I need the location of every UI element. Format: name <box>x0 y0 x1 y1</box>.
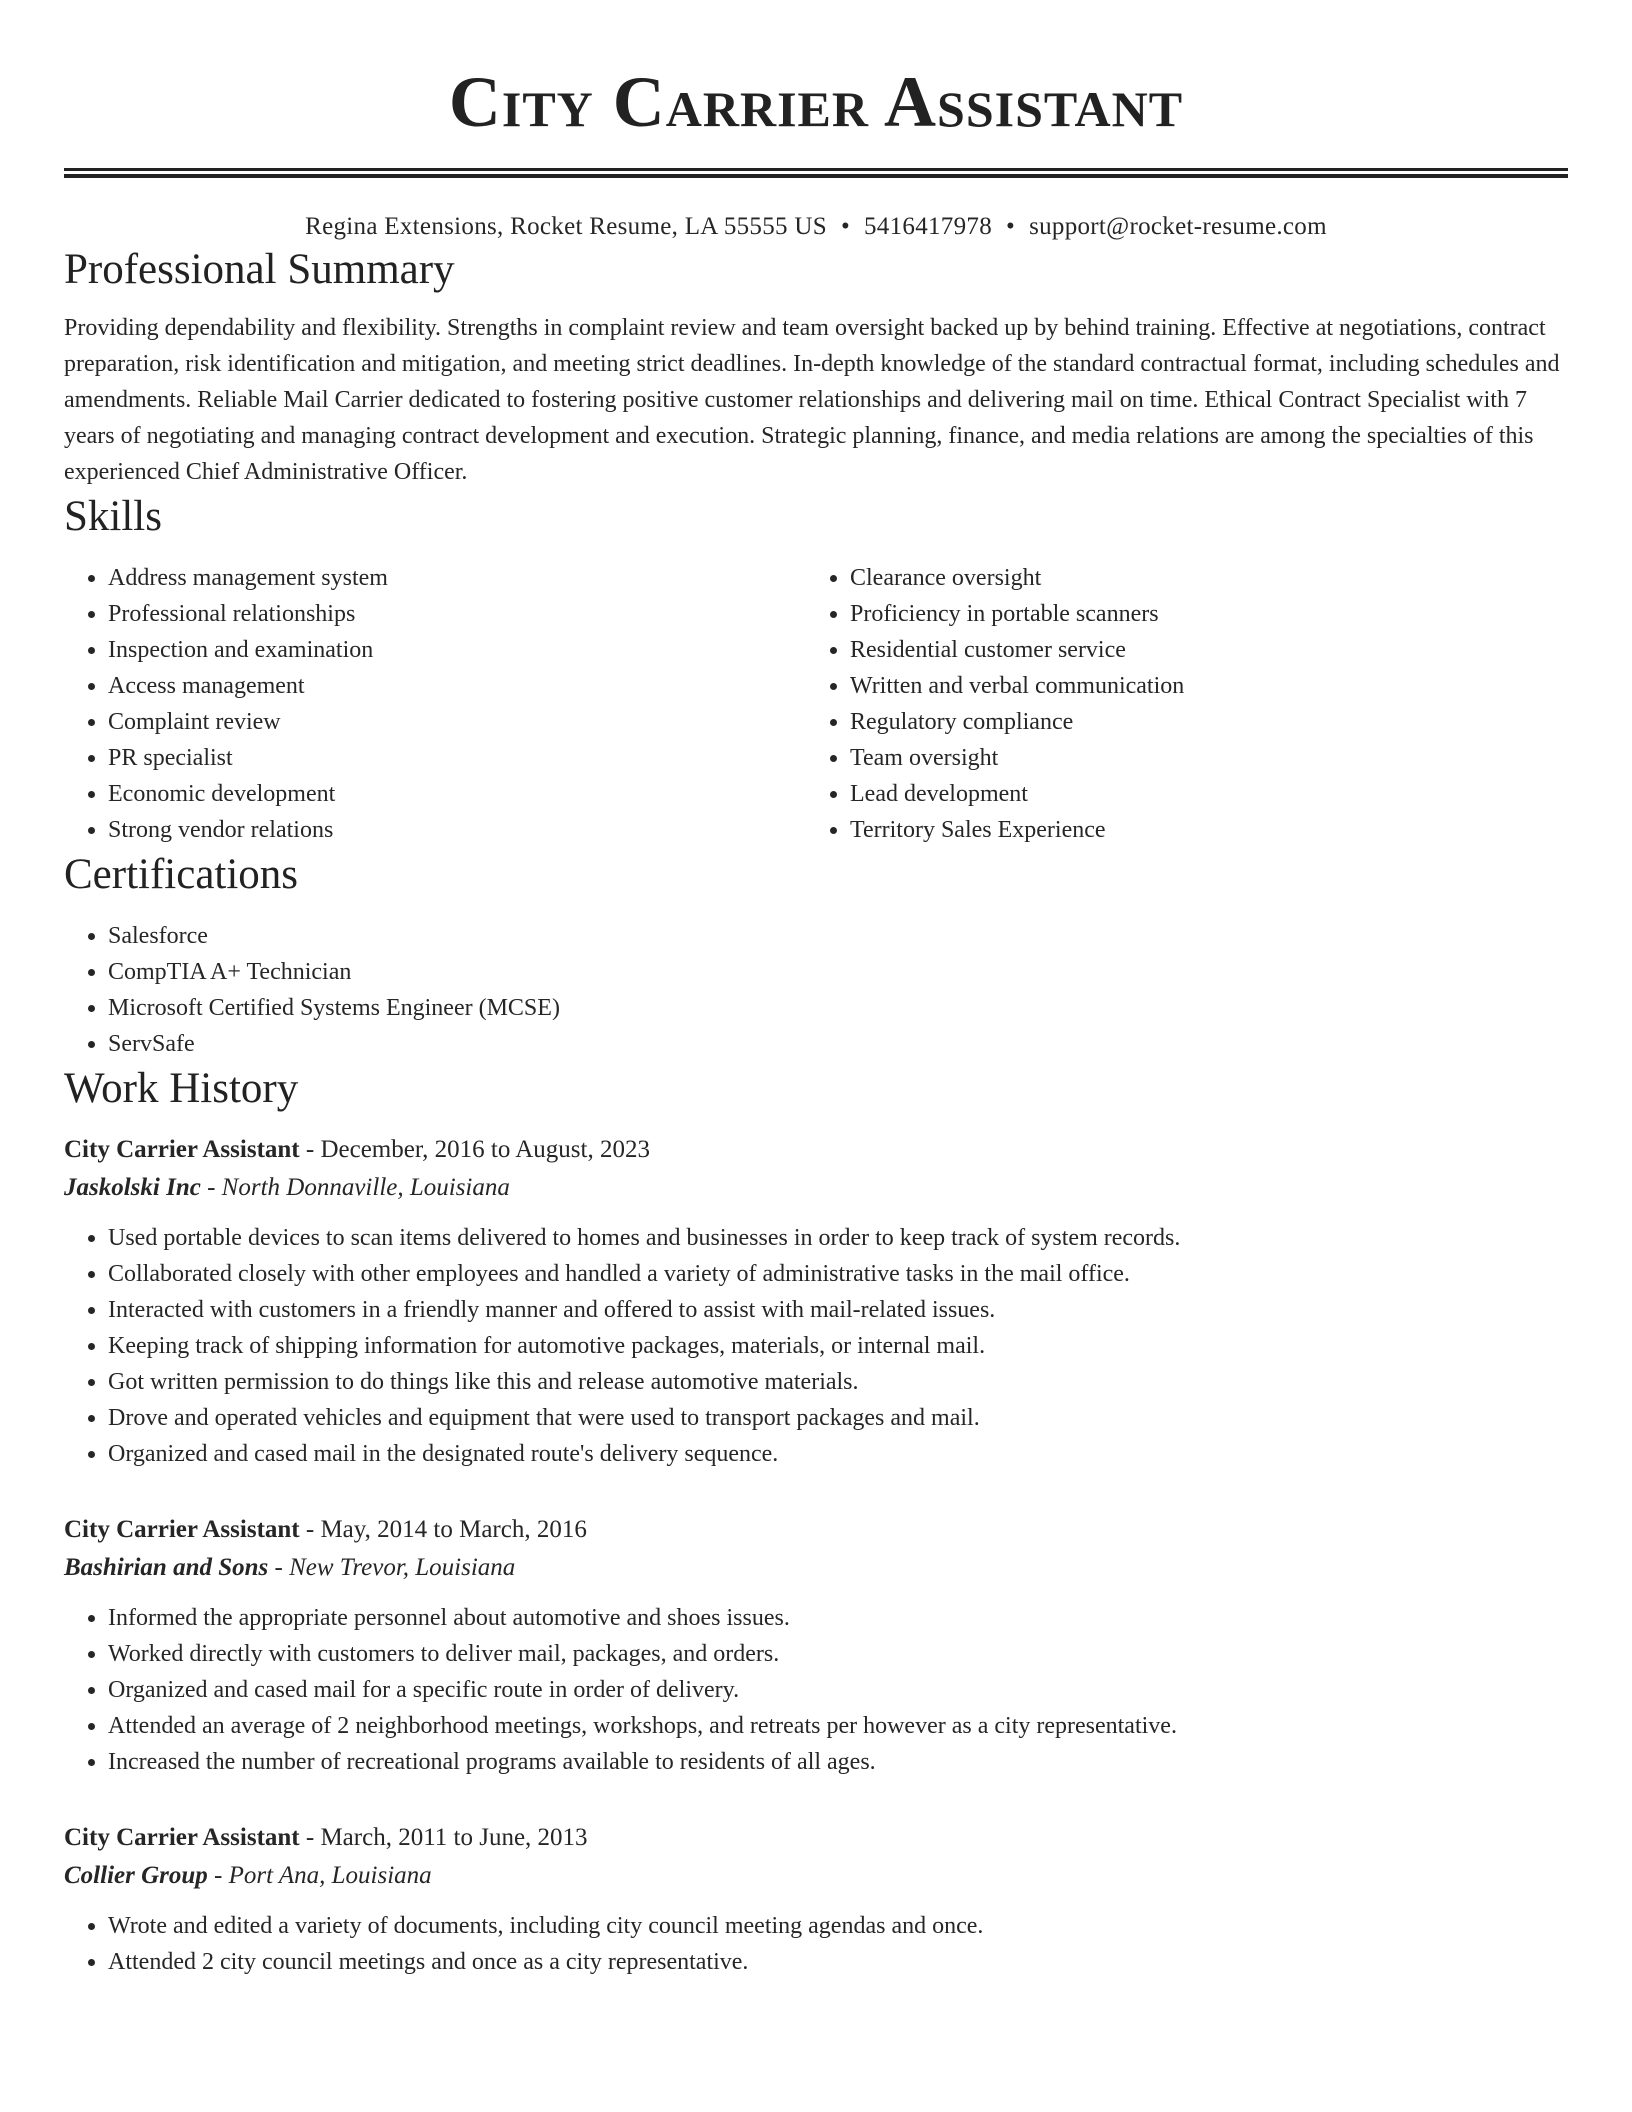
skills-list-left <box>64 560 806 848</box>
job-duties-list <box>64 1600 1568 1780</box>
company-name: Collier Group <box>64 1862 208 1889</box>
job-dates: March, 2011 to June, 2013 <box>320 1824 588 1851</box>
skill-item: • Territory Sales Experience <box>850 812 1548 848</box>
job-duty-item: • Keeping track of shipping information for automotive packages, materials, or internal mail. <box>108 1328 1568 1364</box>
skill-item: • Complaint review <box>108 704 806 740</box>
job-dates: December, 2016 to August, 2023 <box>320 1136 650 1163</box>
job-employer: Jaskolski Inc - North Donnaville, Louisiana <box>64 1174 510 1201</box>
job-duty-item: • Organized and cased mail in the designated route's delivery sequence. <box>108 1436 1568 1472</box>
company-location: New Trevor, Louisiana <box>289 1554 516 1581</box>
contact-address: Regina Extensions, Rocket Resume, LA 55555 US <box>305 213 827 240</box>
job-employer: Bashirian and Sons - New Trevor, Louisiana <box>64 1554 516 1581</box>
job-duty-item: • Collaborated closely with other employees and handled a variety of administrative tasks in the mail office. <box>108 1256 1568 1292</box>
header-double-divider <box>64 168 1568 178</box>
skill-item: • Strong vendor relations <box>108 812 806 848</box>
job-duty-item: • Informed the appropriate personnel about automotive and shoes issues. <box>108 1600 1568 1636</box>
skill-item: • Regulatory compliance <box>850 704 1548 740</box>
certifications-heading: Certifications <box>64 851 299 898</box>
certifications-list <box>64 918 1568 1062</box>
company-location: North Donnaville, Louisiana <box>221 1174 510 1201</box>
skill-item: • PR specialist <box>108 740 806 776</box>
certification-item: • Microsoft Certified Systems Engineer (MCSE) <box>108 990 1568 1026</box>
skill-item: • Lead development <box>850 776 1548 812</box>
work-history-section <box>64 1062 1568 1980</box>
job-duty-item: • Got written permission to do things like this and release automotive materials. <box>108 1364 1568 1400</box>
job-duty-item: • Attended 2 city council meetings and once as a city representative. <box>108 1944 1568 1980</box>
job-employer: Collier Group - Port Ana, Louisiana <box>64 1862 432 1889</box>
company-name: Bashirian and Sons <box>64 1554 269 1581</box>
certifications-section <box>64 848 1568 1062</box>
job-entry <box>64 1512 1568 1780</box>
skill-item: • Residential customer service <box>850 632 1548 668</box>
resume-name-heading: City Carrier Assistant <box>448 62 1184 142</box>
skill-item: • Professional relationships <box>108 596 806 632</box>
contact-line <box>64 211 1568 243</box>
company-location: Port Ana, Louisiana <box>228 1862 432 1889</box>
job-duty-item: • Interacted with customers in a friendly manner and offered to assist with mail-related issues. <box>108 1292 1568 1328</box>
resume-page <box>64 0 1568 1980</box>
skill-item: • Team oversight <box>850 740 1548 776</box>
job-header: City Carrier Assistant - May, 2014 to March, 2016 <box>64 1516 587 1543</box>
summary-heading: Professional Summary <box>64 246 455 293</box>
job-duty-item: • Increased the number of recreational programs available to residents of all ages. <box>108 1744 1568 1780</box>
job-duty-item: • Used portable devices to scan items delivered to homes and businesses in order to keep track of system records. <box>108 1220 1568 1256</box>
job-duty-item: • Organized and cased mail for a specific route in order of delivery. <box>108 1672 1568 1708</box>
job-header: City Carrier Assistant - March, 2011 to June, 2013 <box>64 1824 588 1851</box>
skill-item: • Economic development <box>108 776 806 812</box>
summary-text: Providing dependability and flexibility. Strengths in complaint review and team oversight backed up by behind training. Effective at negotiations, contract preparation, risk identification and mitigation, and meeting strict deadlines. In-depth knowledge of the standard contractual format, including schedules and amendments. Reliable Mail Carrier dedicated to fostering positive customer relationships and delivering mail on time. Ethical Contract Specialist with 7 years of negotiating and managing contract development and execution. Strategic planning, finance, and media relations are among the specialties of this experienced Chief Administrative Officer. <box>64 315 1560 485</box>
skill-item: • Address management system <box>108 560 806 596</box>
contact-email: support@rocket-resume.com <box>1029 213 1327 240</box>
job-duties-list <box>64 1220 1568 1472</box>
skill-item: • Access management <box>108 668 806 704</box>
job-entry <box>64 1132 1568 1472</box>
job-title: City Carrier Assistant <box>64 1824 300 1851</box>
skills-columns <box>64 560 1568 848</box>
job-title: City Carrier Assistant <box>64 1136 300 1163</box>
job-dates: May, 2014 to March, 2016 <box>320 1516 587 1543</box>
skills-list-right <box>806 560 1548 848</box>
job-duty-item: • Drove and operated vehicles and equipment that were used to transport packages and mail. <box>108 1400 1568 1436</box>
skill-item: • Written and verbal communication <box>850 668 1548 704</box>
job-header: City Carrier Assistant - December, 2016 to August, 2023 <box>64 1136 650 1163</box>
company-name: Jaskolski Inc <box>64 1174 201 1201</box>
contact-separator: • <box>1006 213 1016 240</box>
skills-section <box>64 490 1568 848</box>
certification-item: • Salesforce <box>108 918 1568 954</box>
job-duty-item: • Worked directly with customers to deliver mail, packages, and orders. <box>108 1636 1568 1672</box>
skill-item: • Clearance oversight <box>850 560 1548 596</box>
job-duties-list <box>64 1908 1568 1980</box>
contact-phone: 5416417978 <box>864 213 992 240</box>
contact-separator: • <box>840 213 850 240</box>
summary-section <box>64 243 1568 490</box>
job-duty-item: • Wrote and edited a variety of documents, including city council meeting agendas and once. <box>108 1908 1568 1944</box>
certification-item: • CompTIA A+ Technician <box>108 954 1568 990</box>
certification-item: • ServSafe <box>108 1026 1568 1062</box>
skill-item: • Proficiency in portable scanners <box>850 596 1548 632</box>
skill-item: • Inspection and examination <box>108 632 806 668</box>
work-history-heading: Work History <box>64 1065 299 1112</box>
job-entry <box>64 1820 1568 1980</box>
skills-heading: Skills <box>64 493 162 540</box>
job-duty-item: • Attended an average of 2 neighborhood meetings, workshops, and retreats per however as a city representative. <box>108 1708 1568 1744</box>
job-title: City Carrier Assistant <box>64 1516 300 1543</box>
